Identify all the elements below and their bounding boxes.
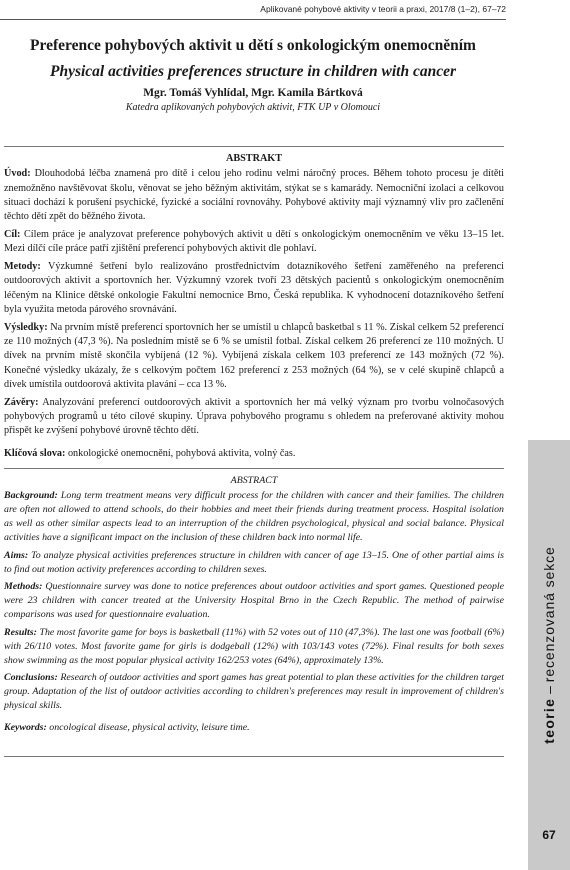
keywords-label: Keywords: (4, 722, 47, 733)
keywords-text: oncological disease, physical activity, leisure time. (49, 722, 250, 733)
authors: Mgr. Tomáš Vyhlídal, Mgr. Kamila Bártková (143, 87, 363, 99)
abstrakt-metody (4, 260, 504, 317)
running-head: Aplikované pohybové aktivity v teorii a praxi, 2017/8 (1–2), 67–72 (260, 4, 506, 14)
abstrakt-zavery (4, 396, 504, 439)
background-text: Long term treatment means very difficult process for the children with cancer and their families. The children are often not allowed to attend schools, do their hobbies and meet their friends during treatment process. Hospital isolation as well as other similar aspects lead to an interruption of the children psychological, physical and social balance. Physical activities have a significant impact on the inclusion of these children back into normal life. (4, 490, 504, 543)
metody-label: Metody: (4, 261, 41, 273)
abstract-bottom-rule (4, 756, 504, 757)
uvod-label: Úvod: (4, 168, 31, 180)
zavery-text: Analyzování preferencí outdoorových aktivit a sportovních her má velký význam pro tvorbu volnočasových pohybových programů u této cílové skupiny. Úprava pohybového programu s ohledem na preferované aktivity mohou přispět ke zvýšení pohybové úrovně těchto dětí. (4, 396, 504, 437)
abstrakt-vysledky (4, 321, 504, 392)
klicova-label: Klíčová slova: (4, 447, 66, 459)
aims-label: Aims: (4, 549, 29, 561)
keywords (4, 721, 504, 735)
results-label: Results: (4, 626, 37, 638)
abstrakt-section (4, 152, 504, 464)
abstract-methods (4, 580, 504, 622)
abstract-heading: ABSTRACT (230, 475, 278, 486)
section-dash: – (541, 682, 557, 698)
conclusions-text: Research of outdoor activities and sport games has great potential to plan these activities for the children target group. Adaptation of the list of outdoor activities according to children's preferences may result in improvement of children's physical skills. (4, 672, 505, 711)
vysledky-text: Na prvním místě preferencí sportovních her se umístil u chlapců basketbal s 11 %. Získal celkem 52 preferencí ze 110 možných (47,3 %). Na posledním místě se 6 % se umístil fotbal. Získal celkem 26 preferencí ze 110 možných. U dívek na prvním místě skončila vybíjená (12 %). Vybíjená získala celkem 103 preferencí ze 143 možných (72 %). Konečné výsledky ukázaly, že s celkovým počtem 162 preferencí z 253 možných (64 %), se v celé skupině chlapců a dívek umístila outdoorová aktivita plavání – cca 13 %. (4, 321, 504, 390)
cil-text: Cílem práce je analyzovat preference pohybových aktivit u dětí s onkologickým onemocněním ve věku 13–15 let. Mezi dílčí cíle práce patří zjištění preferencí pohybových aktivit dle pohlaví. (4, 228, 504, 255)
background-label: Background: (4, 490, 58, 501)
abstract-conclusions (4, 671, 504, 713)
metody-text: Výzkumné šetření bylo realizováno prostřednictvím dotazníkového šetření zaměřeného na preferenci outdoorových aktivit a sportovních her. Výzkumný vzorek tvoří 23 dětských pacientů s onkologickým onemocněním léčeným na Klinice dětské onkologie Fakultní nemocnice Brno, Česká republika. K vyhodnocení dotazníkového šetření byla využita metoda párového srovnávání. (4, 261, 504, 315)
abstrakt-uvod (4, 167, 504, 224)
title-block (0, 36, 506, 114)
affiliation: Katedra aplikovaných pohybových aktivit, FTK UP v Olomouci (125, 102, 381, 113)
abstract-top-rule (4, 468, 504, 469)
page-number: 67 (542, 828, 556, 842)
abstract-section (4, 474, 504, 739)
abstrakt-heading: ABSTRAKT (225, 153, 283, 164)
vysledky-label: Výsledky: (4, 321, 48, 333)
section-label (541, 546, 557, 743)
section-side-tab (528, 440, 570, 870)
abstract-background (4, 489, 504, 545)
abstrakt-cil (4, 228, 504, 257)
title-czech: Preference pohybových aktivit u dětí s onkologickým onemocněním (30, 37, 476, 54)
abstract-aims (4, 549, 504, 577)
klicova-text: onkologické onemocnění, pohybová aktivita, volný čas. (67, 447, 296, 459)
zavery-label: Závěry: (4, 396, 39, 408)
cil-label: Cíl: (4, 228, 21, 240)
uvod-text: Dlouhodobá léčba znamená pro dítě i celou jeho rodinu velmi náročný proces. Během tohoto procesu je dítěti znemožněno navštěvovat školu, věnovat se jeho běžným aktivitám, stýkat se s kamarády. Nemocniční izolaci a celkovou situaci dochází k porušení psychické, fyzické a sociální rovnováhy. Pohybové aktivity mají významný vliv pro začlenění těchto dětí zpět do běžného života. (4, 168, 504, 223)
methods-text: Questionnaire survey was done to notice preferences about outdoor activities and sport games. Questioned people were 23 children with cancer treated at the University Hospital Brno in the Czech Republic. The method of pairwise comparisons was used for questionnaire evaluation. (4, 581, 505, 620)
abstract-results (4, 626, 504, 668)
header-rule (0, 19, 506, 20)
section-sub-label: recenzovaná sekce (541, 546, 557, 683)
conclusions-label: Conclusions: (4, 672, 58, 683)
abstrakt-top-rule (4, 146, 504, 147)
results-text: The most favorite game for boys is basketball (11%) with 52 votes out of 110 (47,3%). The last one was football (6%) with 26/110 votes. Most favorite game for girls is dodgeball (12%) with 103/143 votes (72%). Final results for both sexes show swimming as the most popular physical activity 162/253 votes (64%), approximately 13%. (4, 626, 504, 666)
section-main-label: teorie (541, 697, 557, 744)
aims-text: To analyze physical activities preferences structure in children with cancer of age 13–15. One of other partial aims is to find out motion activity preferences according to children sexes. (4, 549, 504, 575)
methods-label: Methods: (4, 581, 43, 592)
title-english: Physical activities preferences structure in children with cancer (50, 63, 456, 80)
klicova-slova (4, 447, 504, 461)
